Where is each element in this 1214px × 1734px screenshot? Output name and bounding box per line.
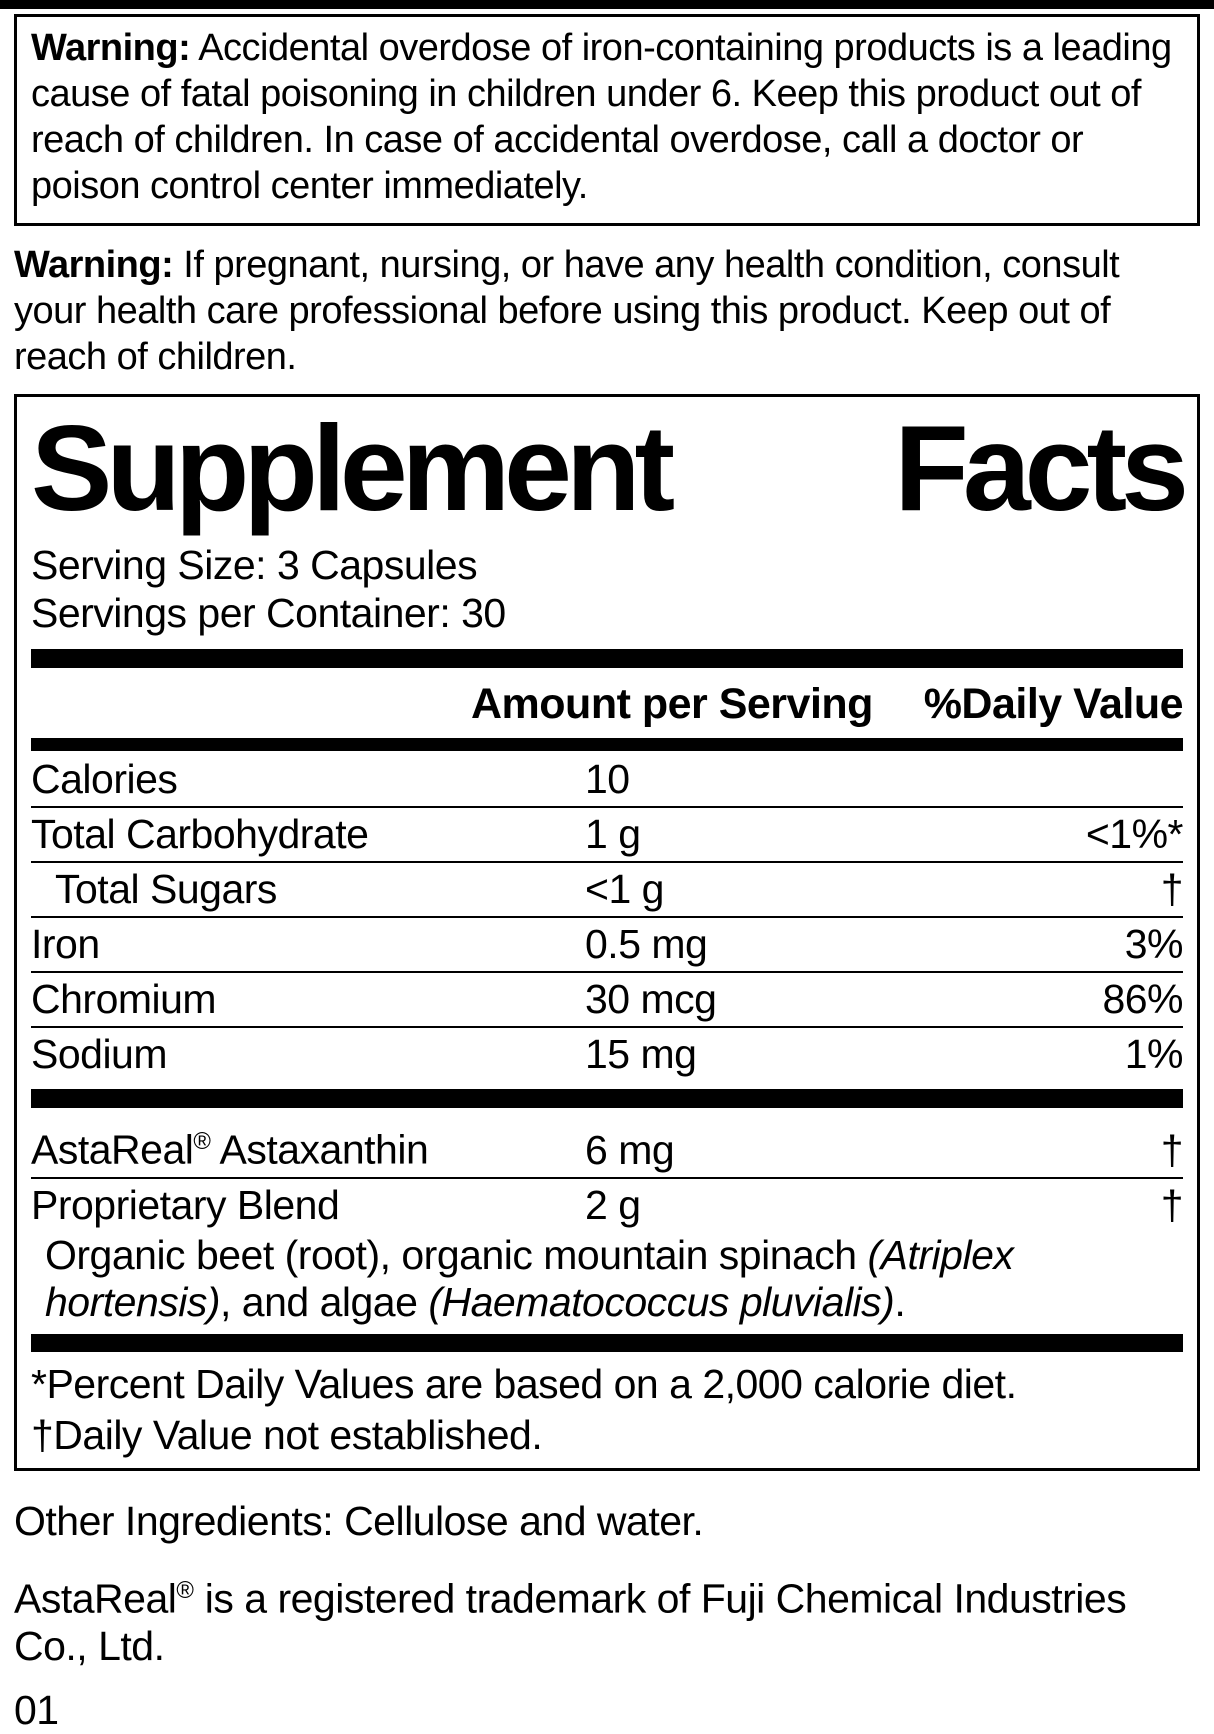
warning-prefix: Warning: (14, 244, 174, 286)
nutrient-row-total-carbohydrate (31, 808, 1183, 863)
nutrient-row-total-sugars (31, 863, 1183, 918)
nutrient-name: Proprietary Blend (31, 1181, 340, 1228)
servings-per-container: Servings per Container: 30 (31, 590, 506, 636)
nutrient-row-astaxanthin (31, 1116, 1183, 1179)
nutrient-amount: <1 g (585, 866, 664, 912)
nutrient-amount: 30 mcg (585, 976, 717, 1022)
nutrient-name: Total Sugars (55, 866, 277, 912)
panel-title-word-right: Facts (894, 400, 1183, 536)
blend-desc-latin-name: (Atriplex hortensis) (45, 1231, 1014, 1325)
nutrient-amount: 15 mg (585, 1031, 697, 1077)
trademark-text: is a registered trademark of Fuji Chemical Industries Co., Ltd. (14, 1575, 1127, 1670)
nutrient-name: Iron (31, 921, 100, 967)
nutrient-amount: 10 (585, 756, 630, 802)
proprietary-blend-description (31, 1232, 1179, 1326)
divider-bar-thick (31, 1089, 1183, 1108)
blend-desc-part: . (894, 1278, 906, 1325)
nutrient-daily-value: † (1160, 866, 1183, 912)
divider-bar-thick (31, 1334, 1183, 1352)
serving-size: Serving Size: 3 Capsules (31, 542, 478, 588)
brand-name: AstaReal (14, 1575, 177, 1622)
registered-trademark-symbol: ® (176, 1576, 194, 1604)
trademark-note (14, 1567, 1200, 1671)
daily-value-header: %Daily Value (923, 680, 1183, 728)
nutrient-name-rest: Astaxanthin (210, 1126, 429, 1173)
nutrient-row-iron (31, 918, 1183, 973)
percent-daily-value-footnote: *Percent Daily Values are based on a 2,000 calorie diet. (31, 1360, 1017, 1407)
nutrient-daily-value: † (1160, 1181, 1183, 1228)
column-header-row (31, 674, 1183, 732)
nutrient-name: Total Carbohydrate (31, 811, 369, 857)
top-black-bar (0, 0, 1214, 9)
blend-desc-part: , and algae (220, 1278, 429, 1325)
nutrient-name: Chromium (31, 976, 217, 1022)
other-ingredients: Other Ingredients: Cellulose and water. (14, 1497, 704, 1544)
warning-body: Accidental overdose of iron-containing products is a leading cause of fatal poisoning in children under 6. Keep this product out of reach of children. In case of accidental overdose, call a doctor or poison control center immediately. (31, 27, 1172, 207)
nutrient-amount: 2 g (585, 1181, 641, 1228)
blend-desc-part: Organic beet (root), organic mountain spinach (45, 1231, 868, 1278)
nutrient-amount: 1 g (585, 811, 641, 857)
nutrient-name: Calories (31, 756, 178, 802)
iron-warning-box (14, 14, 1200, 226)
warning-body: If pregnant, nursing, or have any health condition, consult your health care professional before using this product. Keep out of reach of children. (14, 244, 1120, 378)
warning-prefix: Warning: (31, 27, 191, 69)
nutrient-row-sodium (31, 1028, 1183, 1081)
blend-desc-latin-name: (Haematococcus pluvialis) (428, 1278, 895, 1325)
nutrient-amount: 0.5 mg (585, 921, 708, 967)
nutrient-amount: 6 mg (585, 1126, 675, 1173)
nutrient-daily-value: 86% (1102, 976, 1183, 1022)
nutrient-daily-value: 1% (1124, 1031, 1183, 1077)
registered-trademark-symbol: ® (193, 1128, 211, 1155)
supplement-facts-panel (14, 394, 1200, 1471)
nutrient-daily-value: 3% (1124, 921, 1183, 967)
nutrient-row-proprietary-blend (31, 1179, 1183, 1232)
divider-bar-thick (31, 649, 1183, 668)
panel-title (31, 400, 1183, 536)
pregnancy-warning-note (14, 242, 1198, 380)
divider-bar-medium (31, 738, 1183, 751)
brand-name: AstaReal (31, 1126, 194, 1173)
dagger-footnote: †Daily Value not established. (31, 1411, 543, 1458)
nutrient-row-chromium (31, 973, 1183, 1028)
nutrient-name (31, 1119, 585, 1173)
nutrient-daily-value: <1%* (1085, 811, 1183, 857)
label-content (0, 14, 1214, 1734)
nutrient-row-calories (31, 753, 1183, 808)
nutrient-daily-value: † (1160, 1126, 1183, 1173)
nutrient-name: Sodium (31, 1031, 168, 1077)
amount-per-serving-header: Amount per Serving (471, 680, 873, 728)
page-number: 01 (14, 1687, 59, 1734)
panel-title-word-left: Supplement (31, 400, 670, 536)
